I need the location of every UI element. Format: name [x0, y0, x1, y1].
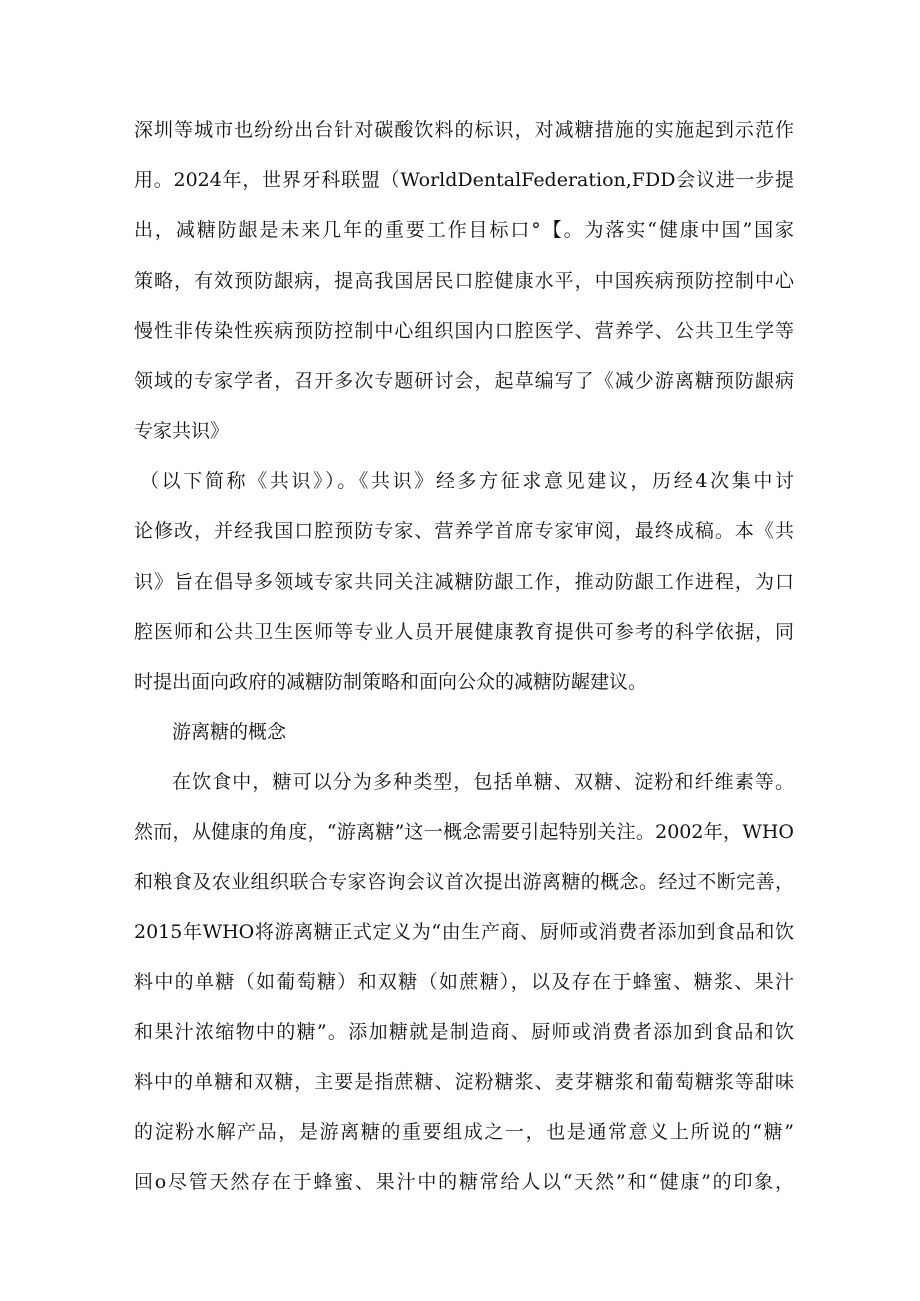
text-line: 领域的专家学者，召开多次专题研讨会，起草编写了《减少游离糖预防龈病: [134, 370, 794, 392]
text-line: 论修改，并经我国口腔预防专家、营养学首席专家审阅，最终成稿。本《共: [134, 520, 794, 542]
section-heading: 游离糖的概念: [172, 721, 287, 743]
text-line: 和粮食及农业组织联合专家咨询会议首次提出游离糖的概念。经过不断完善，: [134, 871, 794, 893]
text-line: 的淀粉水解产品，是游离糖的重要组成之一，也是通常意义上所说的“糖”: [134, 1121, 794, 1143]
text-line: （以下简称《共识》）。《共识》经多方征求意见建议，历经4次集中讨: [140, 470, 794, 492]
text-line: 回o尽管天然存在于蜂蜜、果汁中的糖常给人以“天然”和“健康”的印象，: [134, 1171, 794, 1193]
text-line: 时提出面向政府的减糖防制策略和面向公众的减糖防龌建议。: [134, 671, 648, 693]
text-line: 料中的单糖和双糖，主要是指蔗糖、淀粉糖浆、麦芽糖浆和葡萄糖浆等甜味: [134, 1071, 794, 1093]
text-line: 识》旨在倡导多领域专家共同关注减糖防龈工作，推动防龈工作进程，为口: [134, 571, 794, 593]
text-line: 策略，有效预防龈病，提高我国居民口腔健康水平，中国疾病预防控制中心: [134, 270, 794, 292]
text-line: 在饮食中，糖可以分为多种类型，包括单糖、双糖、淀粉和纤维素等。: [172, 771, 794, 793]
text-line: 料中的单糖（如葡萄糖）和双糖（如蔗糖），以及存在于蜂蜜、糖浆、果汁: [134, 971, 794, 993]
text-line: 和果汁浓缩物中的糖”。添加糖就是制造商、厨师或消费者添加到食品和饮: [134, 1021, 794, 1043]
text-line: 腔医师和公共卫生医师等专业人员开展健康教育提供可参考的科学依据，同: [134, 621, 794, 643]
text-line: 慢性非传染性疾病预防控制中心组织国内口腔医学、营养学、公共卫生学等: [134, 320, 794, 342]
text-line: 出，减糖防龈是未来几年的重要工作目标口°【。为落实“健康中国”国家: [134, 219, 794, 241]
text-line: 深圳等城市也纷纷出台针对碳酸饮料的标识，对减糖措施的实施起到示范作: [134, 119, 794, 141]
text-line: 2015年WHO将游离糖正式定义为“由生产商、厨师或消费者添加到食品和饮: [134, 921, 794, 943]
text-line: 专家共识》: [134, 420, 230, 442]
text-line: 用。2024年，世界牙科联盟（WorldDentalFederation,FDD会议进一步提: [134, 169, 794, 191]
text-line: 然而，从健康的角度，“游离糖”这一概念需要引起特别关注。2002年，WHO: [134, 821, 794, 843]
